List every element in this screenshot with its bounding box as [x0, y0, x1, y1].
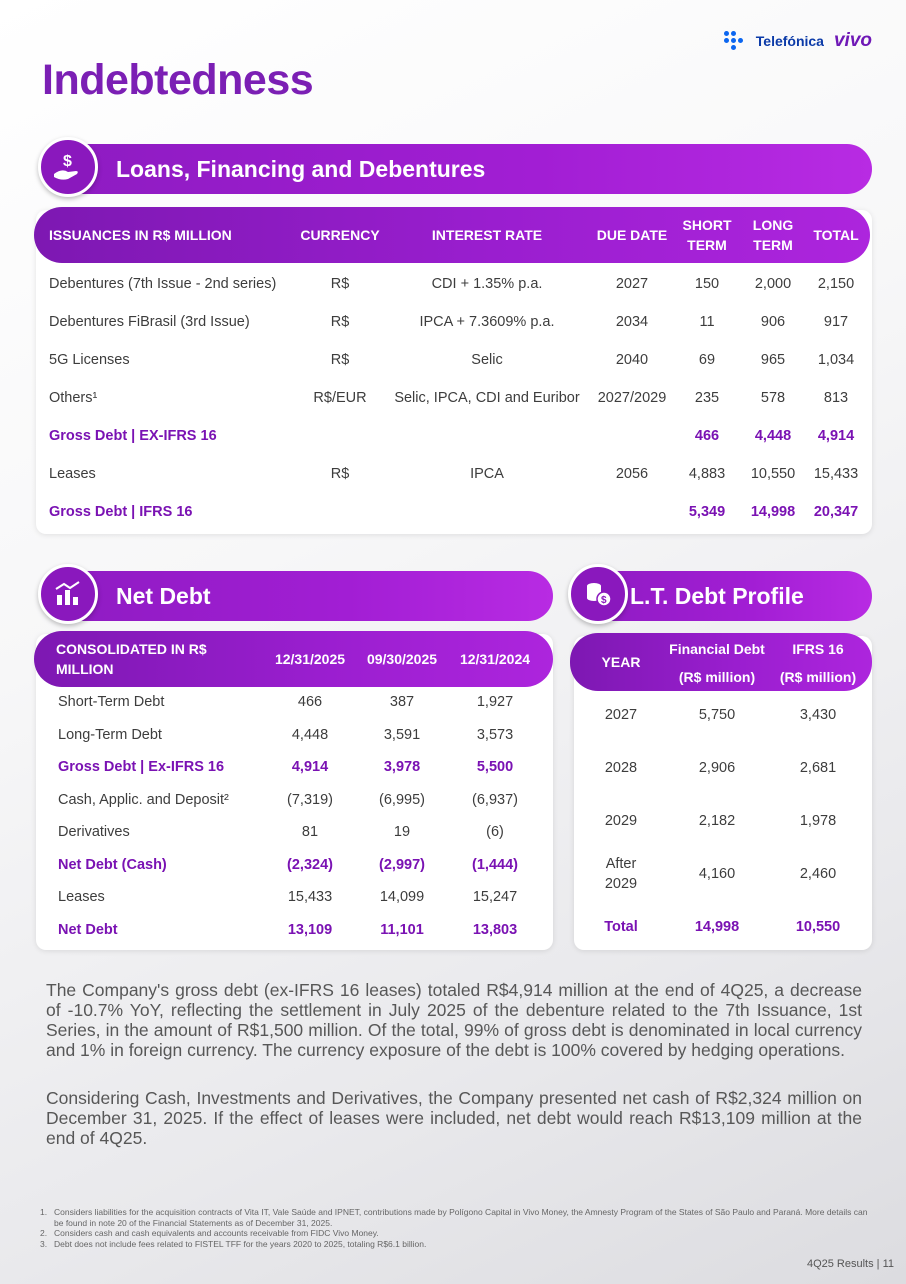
header-issuance: ISSUANCES IN R$ MILLION	[49, 227, 232, 243]
header-interest-rate: INTEREST RATE	[431, 227, 543, 243]
loan-long: 965	[760, 352, 786, 368]
footnote-number: 3.	[40, 1238, 48, 1249]
loan-short: 150	[694, 276, 720, 292]
net-debt-v1: 4,914	[291, 759, 329, 775]
net-debt-v3: 15,247	[472, 889, 518, 905]
loan-due: 2056	[615, 466, 649, 482]
footnote-number: 2.	[40, 1228, 48, 1238]
footnote	[40, 1228, 870, 1239]
loans-banner-title: Loans, Financing and Debentures	[116, 155, 486, 182]
net-debt-v3: 3,573	[476, 727, 514, 743]
net-debt-v3: (6,937)	[472, 792, 518, 808]
header-consolidated-2: MILLION	[56, 661, 114, 677]
net-debt-v2: 19	[393, 824, 411, 840]
net-debt-v3: (1,444)	[472, 857, 518, 873]
loan-total: 2,150	[817, 276, 855, 292]
net-debt-label: Cash, Applic. and Deposit²	[58, 792, 229, 808]
header-ifrs16-1: IFRS 16	[792, 641, 844, 657]
loan-currency: R$	[330, 466, 350, 482]
loan-name: 5G Licenses	[49, 352, 130, 368]
header-year: YEAR	[601, 654, 641, 670]
header-long-term-2: TERM	[753, 237, 793, 253]
loan-name: Others¹	[49, 390, 98, 406]
header-consolidated-1: CONSOLIDATED IN R$	[56, 641, 207, 657]
lt-ifrs: 2,681	[799, 760, 837, 776]
net-debt-v1: 466	[297, 694, 323, 710]
footnotes	[40, 1207, 870, 1249]
loan-short: 4,883	[688, 466, 726, 482]
net-debt-banner-title: Net Debt	[116, 582, 211, 609]
loan-long: 14,998	[750, 504, 796, 520]
lt-profile-table-header	[570, 633, 872, 691]
footnote	[40, 1207, 870, 1228]
loan-total: 813	[823, 390, 849, 406]
lt-year: 2027	[604, 707, 638, 723]
footnote-text: Debt does not include fees related to FISTEL TFF for the years 2020 to 2025, totaling R$6.1 billion.	[54, 1238, 427, 1249]
header-financial-debt-2: (R$ million)	[678, 669, 756, 685]
loan-rate: Selic	[471, 352, 503, 368]
net-debt-banner	[40, 571, 553, 621]
header-financial-debt-1: Financial Debt	[669, 641, 765, 657]
footnote-text: Considers cash and cash equivalents and accounts receivable from FIDC Vivo Money.	[54, 1228, 379, 1238]
loan-name: Gross Debt | EX-IFRS 16	[49, 428, 217, 444]
net-debt-v1: (7,319)	[287, 792, 333, 808]
brand-logo	[724, 30, 872, 52]
net-debt-v2: 3,591	[383, 727, 421, 743]
header-currency: CURRENCY	[300, 227, 380, 243]
loan-due: 2034	[615, 314, 649, 330]
net-debt-v2: (6,995)	[379, 792, 425, 808]
net-debt-v1: 4,448	[291, 727, 329, 743]
loan-long: 2,000	[754, 276, 792, 292]
net-debt-label: Leases	[58, 889, 105, 905]
loan-currency: R$	[330, 276, 350, 292]
loans-banner	[40, 144, 872, 194]
loans-table-header	[34, 207, 870, 263]
lt-profile-banner	[570, 571, 872, 621]
loan-total: 917	[823, 314, 849, 330]
bar-chart-icon	[38, 564, 98, 624]
net-debt-v1: (2,324)	[287, 857, 333, 873]
header-due-date: DUE DATE	[596, 227, 668, 243]
lt-financial: 4,160	[698, 866, 736, 882]
header-long-term-1: LONG	[752, 217, 794, 233]
loan-total: 15,433	[813, 466, 859, 482]
loan-due: 2027/2029	[597, 390, 667, 406]
svg-text:$: $	[63, 153, 72, 170]
lt-ifrs: 1,978	[799, 813, 837, 829]
loan-total: 4,914	[817, 428, 855, 444]
net-debt-v2: 3,978	[383, 759, 421, 775]
paragraph-gross-debt: The Company's gross debt (ex-IFRS 16 leases) totaled R$4,914 million at the end of 4Q25, a decrease of -10.7% YoY, reflecting the settlement in July 2025 of the debenture related to the 7th Issuance, 1st Series, in the amount of R$1,500 million. Of the total, 99% of gross debt is denominated in local currency and 1% in foreign currency. The currency exposure of the debt is 100% covered by hedging operations.	[46, 980, 862, 1060]
loan-due: 2040	[615, 352, 649, 368]
telefonica-dots-icon	[724, 31, 746, 51]
header-total: TOTAL	[813, 227, 859, 243]
net-debt-v1: 15,433	[287, 889, 333, 905]
net-debt-v3: 1,927	[476, 694, 514, 710]
header-date-1: 12/31/2025	[274, 651, 346, 667]
lt-year: 2028	[604, 760, 638, 776]
loan-long: 906	[760, 314, 786, 330]
net-debt-label: Long-Term Debt	[58, 727, 162, 743]
loan-short: 69	[698, 352, 716, 368]
lt-year: 2029	[604, 813, 638, 829]
net-debt-label: Net Debt	[58, 922, 118, 938]
loan-name: Leases	[49, 466, 96, 482]
lt-financial: 2,906	[698, 760, 736, 776]
loan-short: 466	[694, 428, 720, 444]
lt-profile-banner-title: L.T. Debt Profile	[630, 582, 804, 609]
lt-ifrs: 3,430	[799, 707, 837, 723]
loan-short: 11	[699, 314, 715, 330]
header-date-3: 12/31/2024	[459, 651, 531, 667]
footnote	[40, 1239, 870, 1250]
loan-currency: R$	[330, 314, 350, 330]
page-footer: 4Q25 Results | 11	[806, 1258, 894, 1270]
lt-year-2: 2029	[604, 876, 638, 892]
loan-total: 1,034	[817, 352, 855, 368]
header-ifrs16-2: (R$ million)	[779, 669, 857, 685]
net-debt-label: Gross Debt | Ex-IFRS 16	[58, 759, 225, 775]
net-debt-v1: 81	[301, 824, 319, 840]
footnote-text: Considers liabilities for the acquisition contracts of Vita IT, Vale Saúde and IPNET, contributions made by Polígono Capital in Vivo Money, the Amnesty Program of the States of São Paulo and Paraná. More details can be found in note 20 of the Financial Statements as of December 31, 2025.	[54, 1207, 868, 1228]
net-debt-v1: 13,109	[287, 922, 333, 938]
paragraph-net-cash: Considering Cash, Investments and Derivatives, the Company presented net cash of R$2,324 million on December 31, 2025. If the effect of leases were included, net debt would reach R$13,109 million at the end of 4Q25.	[46, 1088, 862, 1148]
net-debt-label: Short-Term Debt	[58, 694, 165, 710]
lt-ifrs: 2,460	[799, 866, 837, 882]
lt-year: Total	[604, 919, 638, 935]
lt-financial: 2,182	[698, 813, 736, 829]
header-short-term-2: TERM	[687, 237, 727, 253]
coins-icon	[568, 564, 628, 624]
net-debt-v2: 11,101	[380, 922, 424, 938]
net-debt-v2: 387	[389, 694, 415, 710]
net-debt-label: Derivatives	[58, 824, 130, 840]
header-short-term-1: SHORT	[682, 217, 732, 233]
net-debt-label: Net Debt (Cash)	[58, 857, 167, 873]
loan-rate: Selic, IPCA, CDI and Euribor	[394, 390, 580, 406]
loan-long: 4,448	[754, 428, 792, 444]
lt-financial: 14,998	[694, 919, 740, 935]
loan-currency: R$/EUR	[313, 390, 367, 406]
loan-currency: R$	[330, 352, 350, 368]
footnote-number: 1.	[40, 1207, 48, 1217]
loan-name: Debentures FiBrasil (3rd Issue)	[49, 314, 250, 330]
loan-short: 5,349	[688, 504, 726, 520]
loan-rate: IPCA	[470, 466, 504, 482]
page-title: Indebtedness	[42, 56, 314, 104]
lt-financial: 5,750	[698, 707, 736, 723]
net-debt-v2: (2,997)	[379, 857, 425, 873]
loan-name: Gross Debt | IFRS 16	[49, 504, 193, 520]
loan-long: 578	[760, 390, 786, 406]
vivo-logo-text: vivo	[833, 30, 872, 51]
telefonica-logo-text: Telefónica	[755, 33, 824, 49]
lt-year-1: After	[605, 856, 637, 872]
net-debt-table-header	[34, 631, 553, 687]
money-hand-icon	[38, 137, 98, 197]
loan-due: 2027	[615, 276, 649, 292]
loan-total: 20,347	[813, 504, 859, 520]
lt-ifrs: 10,550	[795, 919, 841, 935]
loan-long: 10,550	[750, 466, 796, 482]
net-debt-v2: 14,099	[379, 889, 425, 905]
net-debt-v3: 5,500	[476, 759, 514, 775]
loan-rate: IPCA + 7.3609% p.a.	[419, 314, 555, 330]
header-date-2: 09/30/2025	[366, 651, 438, 667]
loan-short: 235	[694, 390, 720, 406]
loan-rate: CDI + 1.35% p.a.	[431, 276, 543, 292]
loan-name: Debentures (7th Issue - 2nd series)	[49, 276, 277, 292]
net-debt-v3: 13,803	[472, 922, 518, 938]
net-debt-v3: (6)	[486, 824, 504, 840]
svg-text:$: $	[601, 595, 607, 606]
